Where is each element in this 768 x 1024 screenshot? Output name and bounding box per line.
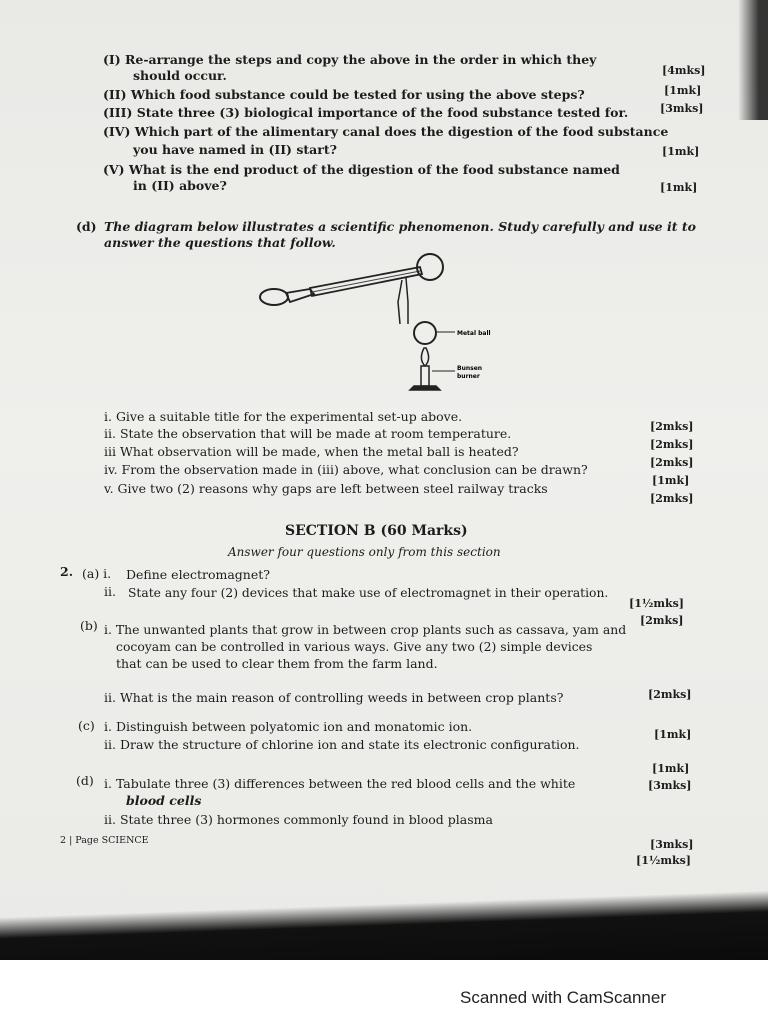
part-d-mark-2: [2mks] xyxy=(650,438,694,451)
q2a-ii-label: ii. xyxy=(104,584,116,599)
part-d-mark-4: [1mk] xyxy=(652,474,690,487)
chain-right xyxy=(406,278,408,324)
question-ii: (II) Which food substance could be tested for using the above steps? xyxy=(103,87,585,102)
q2c-i-text: i. Distinguish between polyatomic ion and monatomic ion. xyxy=(104,719,473,734)
part-d-label: (d) xyxy=(76,219,97,234)
scan-shadow xyxy=(0,880,768,960)
part-d-mark-1: [2mks] xyxy=(650,420,694,433)
part-d-question-1: i. Give a suitable title for the experimental set-up above. xyxy=(104,409,463,424)
q2b-i-line1: i. The unwanted plants that grow in between crop plants such as cassava, yam and xyxy=(104,622,627,637)
question-iv-line2: you have named in (II) start? xyxy=(133,142,337,157)
q2d-label: (d) xyxy=(76,773,94,788)
q2b-mark: [2mks] xyxy=(648,688,692,701)
q2c-ii-text: ii. Draw the structure of chlorine ion and state its electronic configuration. xyxy=(104,737,580,752)
question-ii-mark: [1mk] xyxy=(664,84,702,97)
handle-shape xyxy=(260,289,288,305)
section-b-title: SECTION B (60 Marks) xyxy=(285,523,468,539)
flame-icon xyxy=(421,348,428,366)
q2b-ii-text: ii. What is the main reason of controlling weeds in between crop plants? xyxy=(104,690,564,705)
metal-ball-label: Metal ball xyxy=(457,330,491,337)
q2b-i-line2: cocoyam can be controlled in various ways. Give any two (2) simple devices xyxy=(116,639,593,654)
q2b-i-line3: that can be used to clear them from the farm land. xyxy=(116,656,438,671)
q2a-i-text: Define electromagnet? xyxy=(126,567,270,582)
q2a-mark-1: [1½mks] xyxy=(629,597,684,610)
scanner-watermark: Scanned with CamScanner xyxy=(460,988,667,1007)
part-d-instruction-line1: The diagram below illustrates a scientific phenomenon. Study carefully and use it to xyxy=(104,219,696,234)
q2c-mark-2: [1mk] xyxy=(652,762,690,775)
q2a-label: (a) i. xyxy=(82,566,112,581)
part-d-question-3: iii What observation will be made, when the metal ball is heated? xyxy=(104,444,519,459)
rod-inner-line xyxy=(312,271,420,292)
part-d-instruction-line2: answer the questions that follow. xyxy=(104,235,336,250)
question-iii: (III) State three (3) biological importance of the food substance tested for. xyxy=(103,105,629,120)
question-iv-line1: (IV) Which part of the alimentary canal does the digestion of the food substance xyxy=(103,124,669,139)
q2c-mark-1: [1mk] xyxy=(654,728,692,741)
part-d-question-5: v. Give two (2) reasons why gaps are left between steel railway tracks xyxy=(104,481,548,496)
handle-neck xyxy=(286,289,314,302)
bar-and-ball-diagram xyxy=(250,250,510,405)
part-d-mark-3: [2mks] xyxy=(650,456,694,469)
bunsen-label-line2: burner xyxy=(457,373,480,380)
question-iv-mark: [1mk] xyxy=(662,145,700,158)
q2d-ii-text: ii. State three (3) hormones commonly found in blood plasma xyxy=(104,812,493,827)
q2a-ii-text: State any four (2) devices that make use of electromagnet in their operation. xyxy=(128,586,609,600)
question-iii-mark: [3mks] xyxy=(660,102,704,115)
q2d-i-line2: blood cells xyxy=(126,793,202,808)
q2d-mark-2: [1½mks] xyxy=(636,854,691,867)
bunsen-label-line1: Bunsen xyxy=(457,365,483,372)
q2d-mark-1: [3mks] xyxy=(650,838,694,851)
part-d-question-4: iv. From the observation made in (iii) above, what conclusion can be drawn? xyxy=(104,462,588,477)
q2a-mark-2: [2mks] xyxy=(640,614,684,627)
question-i-mark: [4mks] xyxy=(662,64,706,77)
q2d-i-line1: i. Tabulate three (3) differences between the red blood cells and the white xyxy=(104,776,576,791)
question-i-line1: (I) Re-arrange the steps and copy the above in the order in which they xyxy=(103,52,597,67)
page-footer: 2 | Page SCIENCE xyxy=(60,835,149,846)
burner-base xyxy=(410,386,440,390)
section-b-subtitle: Answer four questions only from this section xyxy=(228,545,501,559)
question-v-line1: (V) What is the end product of the digestion of the food substance named xyxy=(103,162,620,177)
question-v-mark: [1mk] xyxy=(660,181,698,194)
q2c-label: (c) xyxy=(78,718,95,733)
q2-number: 2. xyxy=(60,564,74,579)
question-v-line2: in (II) above? xyxy=(133,178,227,193)
part-d-question-2: ii. State the observation that will be made at room temperature. xyxy=(104,426,512,441)
burner-tube xyxy=(421,366,429,386)
q2b-label: (b) xyxy=(80,618,98,633)
question-i-line2: should occur. xyxy=(133,68,227,83)
metal-ball xyxy=(414,322,436,344)
chain xyxy=(398,280,402,324)
part-d-mark-5: [2mks] xyxy=(650,492,694,505)
q2c-mark-3: [3mks] xyxy=(648,779,692,792)
page-edge-shadow xyxy=(738,0,768,120)
